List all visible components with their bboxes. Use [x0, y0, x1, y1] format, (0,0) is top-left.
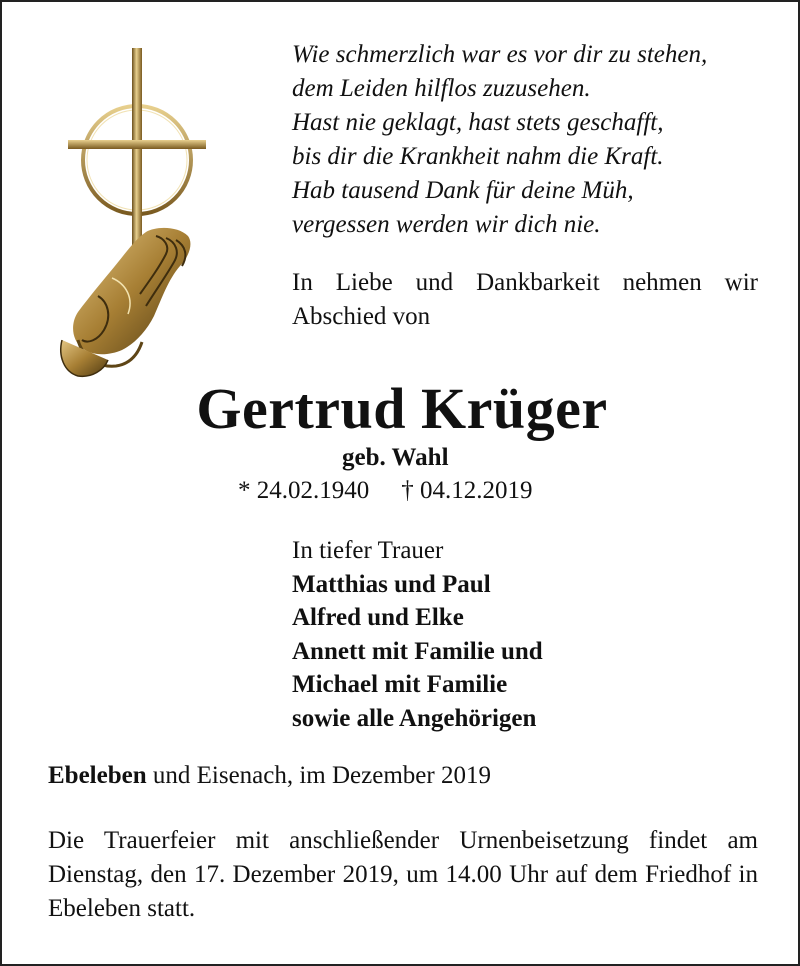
farewell-text: In Liebe und Dankbarkeit nehmen wir Abschied von — [292, 269, 758, 330]
poem-line: bis dir die Krankheit nahm die Kraft. — [292, 143, 664, 170]
mourner-name: Michael mit Familie — [292, 671, 508, 698]
birth-name: geb. Wahl — [342, 444, 449, 471]
death-date: † 04.12.2019 — [401, 477, 533, 504]
poem-line: dem Leiden hilflos zuzusehen. — [292, 75, 591, 102]
funeral-service-info: Die Trauerfeier mit anschließender Urnenbeisetzung findet am Dienstag, den 17. Dezember 2019, um 14.00 Uhr auf dem Friedhof in Ebeleben statt. — [48, 827, 758, 922]
place-rest: und Eisenach, im Dezember 2019 — [146, 762, 491, 789]
poem-line: vergessen werden wir dich nie. — [292, 211, 601, 238]
mourner-name: Alfred und Elke — [292, 604, 464, 631]
poem — [292, 38, 772, 242]
place-and-date — [48, 760, 491, 792]
mourners-intro: In tiefer Trauer — [292, 537, 444, 564]
poem-line: Hast nie geklagt, hast stets geschafft, — [292, 109, 664, 136]
mourner-name: Matthias und Paul — [292, 570, 491, 598]
mourner-name: Annett mit Familie und — [292, 637, 543, 665]
deceased-name: Gertrud Krüger — [196, 376, 608, 441]
life-dates — [238, 475, 533, 507]
poem-line: Wie schmerzlich war es vor dir zu stehen, — [292, 41, 708, 68]
mourner-name: sowie alle Angehörigen — [292, 704, 537, 732]
mourners-list — [292, 534, 543, 735]
cross-with-praying-hands-icon — [38, 40, 228, 380]
birth-date: * 24.02.1940 — [238, 477, 370, 504]
poem-line: Hab tausend Dank für deine Müh, — [292, 177, 634, 204]
place-town: Ebeleben — [48, 762, 147, 789]
